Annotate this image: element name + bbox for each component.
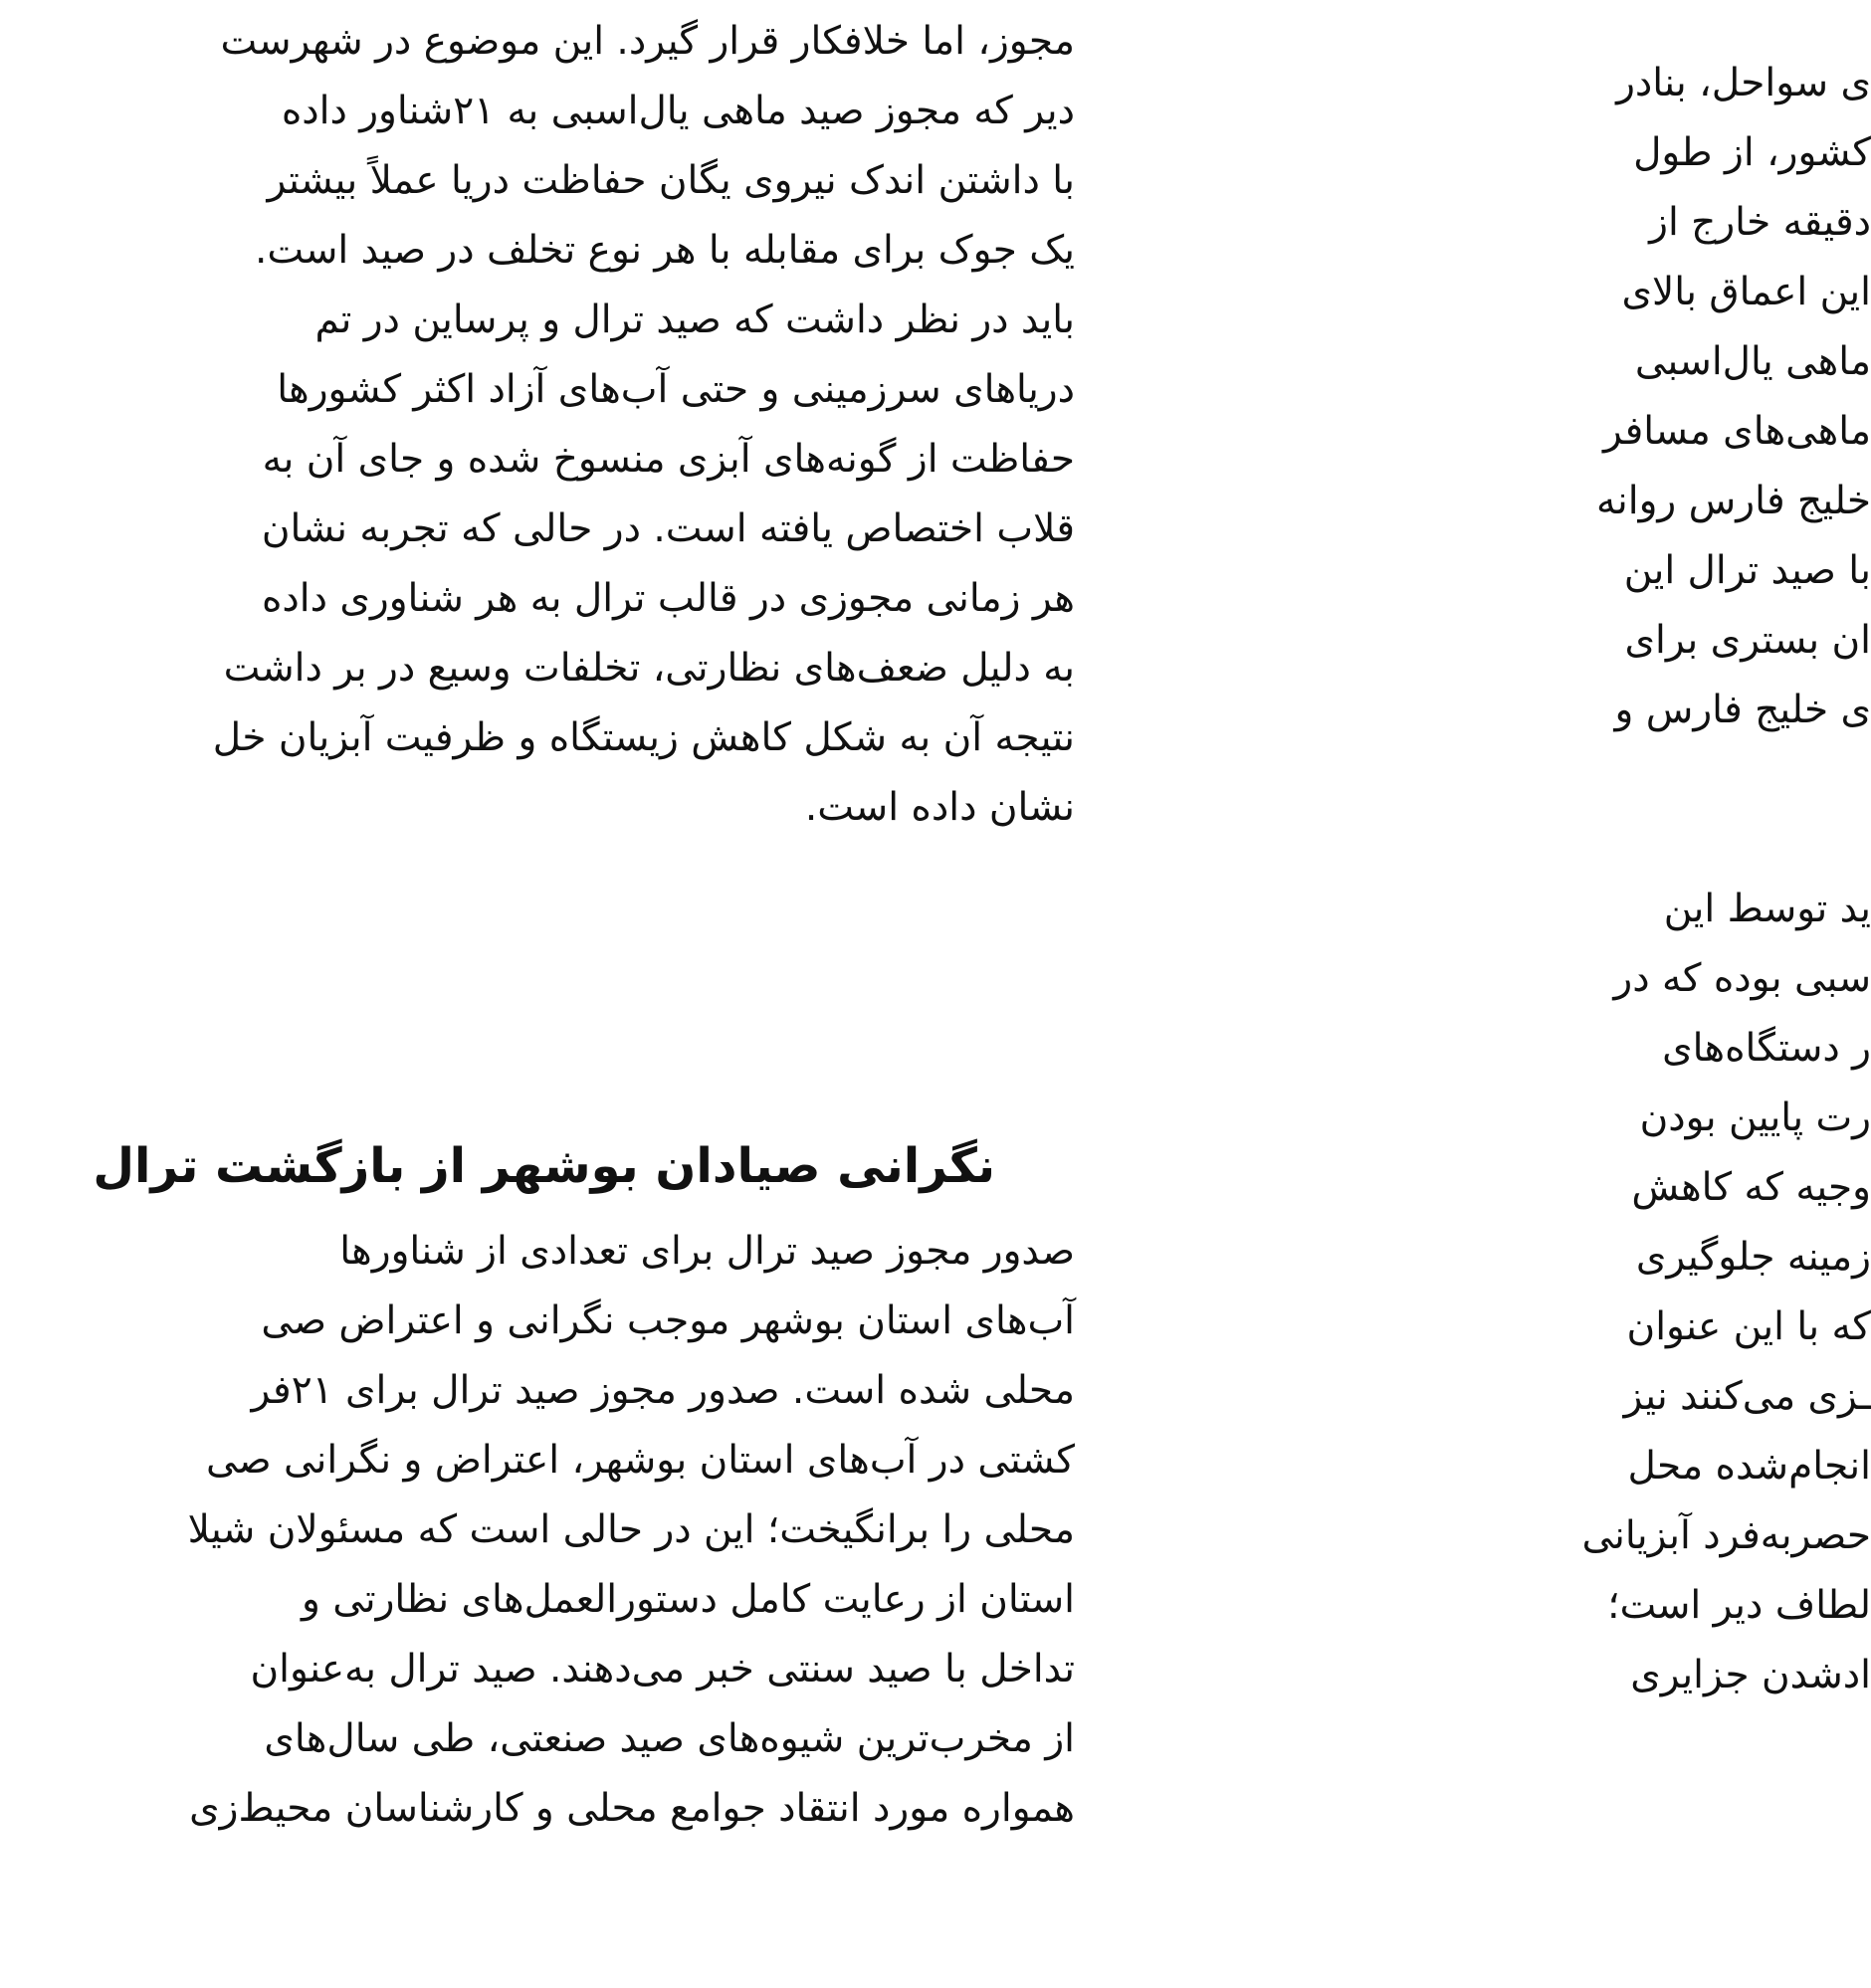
paragraph-line: ان بستری برای xyxy=(1624,618,1871,663)
paragraph-line: صدور مجوز صید ترال برای تعدادی از شناورها xyxy=(339,1229,1075,1274)
paragraph-line: خلیج فارس روانه xyxy=(1596,479,1871,523)
paragraph-line: حصربه‌فرد آبزیانی xyxy=(1581,1513,1871,1558)
paragraph-line: همواره مورد انتقاد جوامع محلی و کارشناسان محیط‌زی xyxy=(189,1786,1075,1831)
paragraph-line: محلی شده است. صدور مجوز صید ترال برای ۲۱فر xyxy=(251,1368,1075,1413)
paragraph-line: دریاهای سرزمینی و حتی آب‌های آزاد اکثر کشورها xyxy=(277,367,1075,412)
paragraph-line: ـزی می‌کنند نیز xyxy=(1623,1374,1871,1419)
paragraph-line: ماهی‌های مسافر xyxy=(1603,409,1871,454)
paragraph-line: کشور، از طول xyxy=(1633,130,1871,175)
paragraph-line: وجیه که کاهش xyxy=(1631,1165,1871,1210)
paragraph-line: لطاف دیر است؛ xyxy=(1607,1583,1871,1628)
paragraph-line: انجام‌شده محل xyxy=(1627,1444,1871,1489)
paragraph-line: کشتی در آب‌های استان بوشهر، اعتراض و نگرانی صی xyxy=(205,1438,1075,1483)
paragraph-line: زمینه جلوگیری xyxy=(1635,1235,1871,1280)
paragraph-line: ر دستگاه‌های xyxy=(1662,1026,1871,1071)
paragraph-line: نتیجه آن به شکل کاهش زیستگاه و ظرفیت آبزیان خل xyxy=(212,715,1075,760)
paragraph-line: ادشدن جزایری xyxy=(1630,1653,1871,1697)
paragraph-line: به دلیل ضعف‌های نظارتی، تخلفات وسیع در بر داشت xyxy=(223,646,1075,691)
paragraph-line: که با این عنوان xyxy=(1626,1304,1871,1349)
paragraph-line: محلی را برانگیخت؛ این در حالی است که مسئولان شیلا xyxy=(187,1507,1075,1552)
paragraph-line: دقیقه خارج از xyxy=(1649,200,1871,245)
paragraph-line: ماهی یال‌اسبی xyxy=(1634,339,1871,384)
article-headline: نگرانی صیادان بوشهر از بازگشت ترال xyxy=(93,1138,995,1194)
paragraph-line: یک جوک برای مقابله با هر نوع تخلف در صید است. xyxy=(255,228,1075,273)
paragraph-line: مجوز، اما خلافکار قرار گیرد. این موضوع در شهرست xyxy=(220,19,1075,64)
paragraph-line: رت پایین بودن xyxy=(1639,1095,1871,1140)
paragraph-line: با داشتن اندک نیروی یگان حفاظت دریا عملاً بیشتر xyxy=(267,158,1075,203)
paragraph-line: آب‌های استان بوشهر موجب نگرانی و اعتراض صی xyxy=(261,1298,1075,1343)
paragraph-line: استان از رعایت کامل دستورالعمل‌های نظارتی و xyxy=(301,1577,1075,1622)
paragraph-line: هر زمانی مجوزی در قالب ترال به هر شناوری داده xyxy=(261,576,1075,621)
paragraph-line: ی سواحل، بنادر xyxy=(1616,61,1871,105)
paragraph-line: تداخل با صید سنتی خبر می‌دهند. صید ترال به‌عنوان xyxy=(250,1647,1075,1691)
paragraph-line: با صید ترال این xyxy=(1623,548,1871,593)
paragraph-line: باید در نظر داشت که صید ترال و پرساین در تم xyxy=(314,298,1075,342)
paragraph-line: ی خلیج فارس و xyxy=(1614,688,1871,732)
paragraph-line: نشان داده است. xyxy=(804,785,1075,830)
paragraph-line: از مخرب‌ترین شیوه‌های صید صنعتی، طی سال‌های xyxy=(264,1716,1075,1761)
paragraph-line: ید توسط این xyxy=(1663,887,1871,931)
paragraph-line: این اعماق بالای xyxy=(1621,270,1871,314)
paragraph-line: دیر که مجوز صید ماهی یال‌اسبی به ۲۱شناور داده xyxy=(281,89,1075,133)
paragraph-line: حفاظت از گونه‌های آبزی منسوخ شده و جای آن به xyxy=(262,437,1075,482)
paragraph-line: قلاب اختصاص یافته است. در حالی که تجربه نشان xyxy=(261,506,1075,551)
paragraph-line: سبی بوده که در xyxy=(1613,956,1871,1001)
